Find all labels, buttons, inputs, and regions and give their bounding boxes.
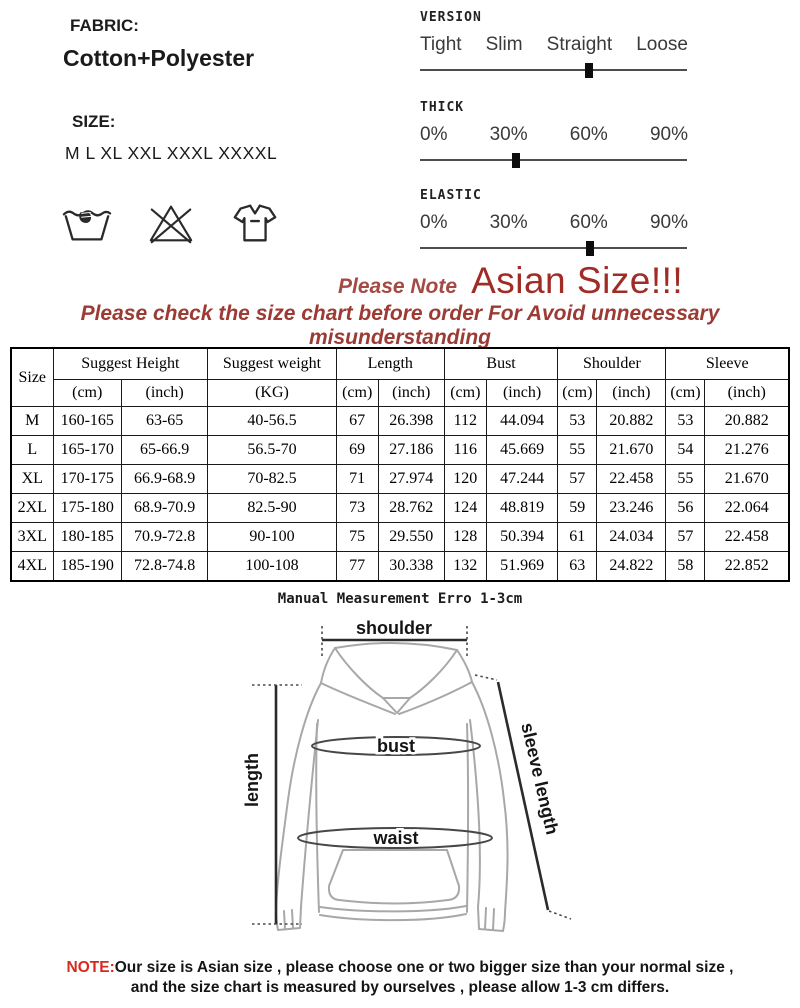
fabric-label: FABRIC: bbox=[70, 16, 139, 35]
value-cell: 63 bbox=[558, 552, 597, 582]
unit-cm: (cm) bbox=[336, 380, 378, 407]
table-row bbox=[11, 436, 789, 465]
value-cell: 22.458 bbox=[705, 523, 789, 552]
value-cell: 40-56.5 bbox=[208, 407, 336, 436]
value-cell: 53 bbox=[558, 407, 597, 436]
table-row bbox=[11, 465, 789, 494]
col-shoulder: Shoulder bbox=[558, 348, 666, 380]
value-cell: 48.819 bbox=[486, 494, 558, 523]
value-cell: 70.9-72.8 bbox=[121, 523, 207, 552]
value-cell: 160-165 bbox=[53, 407, 121, 436]
attribute-options bbox=[420, 124, 688, 146]
option-label: 0% bbox=[420, 124, 448, 145]
value-cell: 20.882 bbox=[705, 407, 789, 436]
value-cell: 67 bbox=[336, 407, 378, 436]
table-row bbox=[11, 552, 789, 582]
value-cell: 90-100 bbox=[208, 523, 336, 552]
table-row bbox=[11, 407, 789, 436]
value-cell: 185-190 bbox=[53, 552, 121, 582]
do-not-bleach-icon bbox=[146, 200, 196, 246]
sleeve-length-label: sleeve length bbox=[517, 720, 563, 837]
option-label: 30% bbox=[489, 212, 528, 233]
value-cell: 47.244 bbox=[486, 465, 558, 494]
value-cell: 20.882 bbox=[597, 407, 666, 436]
slider-marker bbox=[585, 63, 593, 78]
attribute-name: ELASTIC bbox=[420, 188, 482, 203]
value-cell: 30.338 bbox=[378, 552, 444, 582]
value-cell: 165-170 bbox=[53, 436, 121, 465]
size-cell: L bbox=[11, 436, 53, 465]
note-label: NOTE: bbox=[66, 959, 115, 976]
note-text: Our size is Asian size , please choose one or two bigger size than your normal size , and the size chart is measured by ourselves , please allow 1-3 cm differs. bbox=[114, 959, 734, 997]
value-cell: 180-185 bbox=[53, 523, 121, 552]
value-cell: 73 bbox=[336, 494, 378, 523]
value-cell: 55 bbox=[666, 465, 705, 494]
size-cell: 3XL bbox=[11, 523, 53, 552]
option-label: 30% bbox=[489, 124, 528, 145]
value-cell: 56 bbox=[666, 494, 705, 523]
notice-subline: Please check the size chart before order For Avoid unnecessary misunderstanding bbox=[80, 302, 720, 349]
value-cell: 21.276 bbox=[705, 436, 789, 465]
value-cell: 116 bbox=[444, 436, 486, 465]
value-cell: 22.064 bbox=[705, 494, 789, 523]
option-label: 90% bbox=[649, 212, 688, 233]
table-row bbox=[11, 494, 789, 523]
col-length: Length bbox=[336, 348, 444, 380]
slider-track bbox=[420, 69, 687, 71]
value-cell: 124 bbox=[444, 494, 486, 523]
hand-wash-icon bbox=[62, 200, 112, 246]
value-cell: 68.9-70.9 bbox=[121, 494, 207, 523]
value-cell: 55 bbox=[558, 436, 597, 465]
unit-cm: (cm) bbox=[444, 380, 486, 407]
unit-cm: (cm) bbox=[666, 380, 705, 407]
value-cell: 21.670 bbox=[705, 465, 789, 494]
size-table-body bbox=[11, 407, 789, 582]
footer-note bbox=[55, 958, 745, 998]
value-cell: 22.852 bbox=[705, 552, 789, 582]
value-cell: 21.670 bbox=[597, 436, 666, 465]
col-weight: Suggest weight bbox=[208, 348, 336, 380]
attribute-elastic bbox=[420, 188, 692, 249]
notice-headline: Asian Size!!! bbox=[471, 260, 684, 301]
value-cell: 29.550 bbox=[378, 523, 444, 552]
size-cell: XL bbox=[11, 465, 53, 494]
shoulder-label: shoulder bbox=[355, 618, 433, 638]
size-label: SIZE: bbox=[72, 112, 116, 131]
col-bust: Bust bbox=[444, 348, 558, 380]
value-cell: 170-175 bbox=[53, 465, 121, 494]
hoodie-outline bbox=[276, 643, 508, 931]
value-cell: 24.034 bbox=[597, 523, 666, 552]
unit-kg: (KG) bbox=[208, 380, 336, 407]
value-cell: 63-65 bbox=[121, 407, 207, 436]
value-cell: 50.394 bbox=[486, 523, 558, 552]
option-label: Tight bbox=[420, 34, 462, 55]
option-label: 60% bbox=[569, 124, 608, 145]
value-cell: 128 bbox=[444, 523, 486, 552]
slider-marker bbox=[586, 241, 594, 256]
value-cell: 120 bbox=[444, 465, 486, 494]
slider-track bbox=[420, 159, 687, 161]
value-cell: 23.246 bbox=[597, 494, 666, 523]
value-cell: 27.974 bbox=[378, 465, 444, 494]
value-cell: 53 bbox=[666, 407, 705, 436]
asian-size-notice bbox=[338, 260, 683, 302]
unit-inch: (inch) bbox=[121, 380, 207, 407]
size-cell: 2XL bbox=[11, 494, 53, 523]
value-cell: 28.762 bbox=[378, 494, 444, 523]
value-cell: 57 bbox=[666, 523, 705, 552]
value-cell: 72.8-74.8 bbox=[121, 552, 207, 582]
garment-shirt-icon bbox=[230, 200, 280, 246]
option-label: Loose bbox=[636, 34, 688, 55]
value-cell: 71 bbox=[336, 465, 378, 494]
attribute-thick bbox=[420, 100, 692, 161]
hoodie-measurement-diagram bbox=[220, 612, 580, 952]
size-cell: M bbox=[11, 407, 53, 436]
unit-inch: (inch) bbox=[705, 380, 789, 407]
value-cell: 44.094 bbox=[486, 407, 558, 436]
value-cell: 27.186 bbox=[378, 436, 444, 465]
value-cell: 100-108 bbox=[208, 552, 336, 582]
size-options: M L XL XXL XXXL XXXXL bbox=[65, 143, 278, 163]
value-cell: 54 bbox=[666, 436, 705, 465]
size-cell: 4XL bbox=[11, 552, 53, 582]
value-cell: 61 bbox=[558, 523, 597, 552]
value-cell: 175-180 bbox=[53, 494, 121, 523]
slider-marker bbox=[512, 153, 520, 168]
attribute-name: THICK bbox=[420, 100, 465, 115]
value-cell: 24.822 bbox=[597, 552, 666, 582]
attribute-name: VERSION bbox=[420, 10, 482, 25]
col-height: Suggest Height bbox=[53, 348, 208, 380]
value-cell: 77 bbox=[336, 552, 378, 582]
value-cell: 59 bbox=[558, 494, 597, 523]
measure-note: Manual Measurement Erro 1-3cm bbox=[277, 591, 523, 607]
value-cell: 51.969 bbox=[486, 552, 558, 582]
unit-cm: (cm) bbox=[558, 380, 597, 407]
attribute-options bbox=[420, 212, 688, 234]
length-label: length bbox=[242, 753, 262, 807]
waist-label: waist bbox=[373, 828, 419, 848]
value-cell: 45.669 bbox=[486, 436, 558, 465]
slider-track bbox=[420, 247, 687, 249]
value-cell: 70-82.5 bbox=[208, 465, 336, 494]
unit-inch: (inch) bbox=[378, 380, 444, 407]
value-cell: 75 bbox=[336, 523, 378, 552]
value-cell: 112 bbox=[444, 407, 486, 436]
table-header-row bbox=[11, 348, 789, 380]
care-icons bbox=[62, 200, 280, 246]
value-cell: 65-66.9 bbox=[121, 436, 207, 465]
value-cell: 22.458 bbox=[597, 465, 666, 494]
option-label: Straight bbox=[546, 34, 613, 55]
bust-label: bust bbox=[377, 736, 415, 756]
value-cell: 57 bbox=[558, 465, 597, 494]
col-size: Size bbox=[11, 348, 53, 407]
unit-cm: (cm) bbox=[53, 380, 121, 407]
attribute-version bbox=[420, 10, 692, 71]
value-cell: 58 bbox=[666, 552, 705, 582]
table-subheader-row bbox=[11, 380, 789, 407]
unit-inch: (inch) bbox=[597, 380, 666, 407]
notice-prefix: Please Note bbox=[338, 275, 458, 298]
value-cell: 56.5-70 bbox=[208, 436, 336, 465]
value-cell: 66.9-68.9 bbox=[121, 465, 207, 494]
option-label: Slim bbox=[485, 34, 523, 55]
value-cell: 26.398 bbox=[378, 407, 444, 436]
table-row bbox=[11, 523, 789, 552]
size-table bbox=[10, 347, 790, 582]
value-cell: 69 bbox=[336, 436, 378, 465]
col-sleeve: Sleeve bbox=[666, 348, 789, 380]
attribute-options bbox=[420, 34, 688, 56]
option-label: 60% bbox=[569, 212, 608, 233]
unit-inch: (inch) bbox=[486, 380, 558, 407]
fabric-value: Cotton+Polyester bbox=[63, 45, 255, 71]
value-cell: 132 bbox=[444, 552, 486, 582]
measurement-lines bbox=[252, 626, 571, 924]
value-cell: 82.5-90 bbox=[208, 494, 336, 523]
option-label: 0% bbox=[420, 212, 448, 233]
option-label: 90% bbox=[649, 124, 688, 145]
